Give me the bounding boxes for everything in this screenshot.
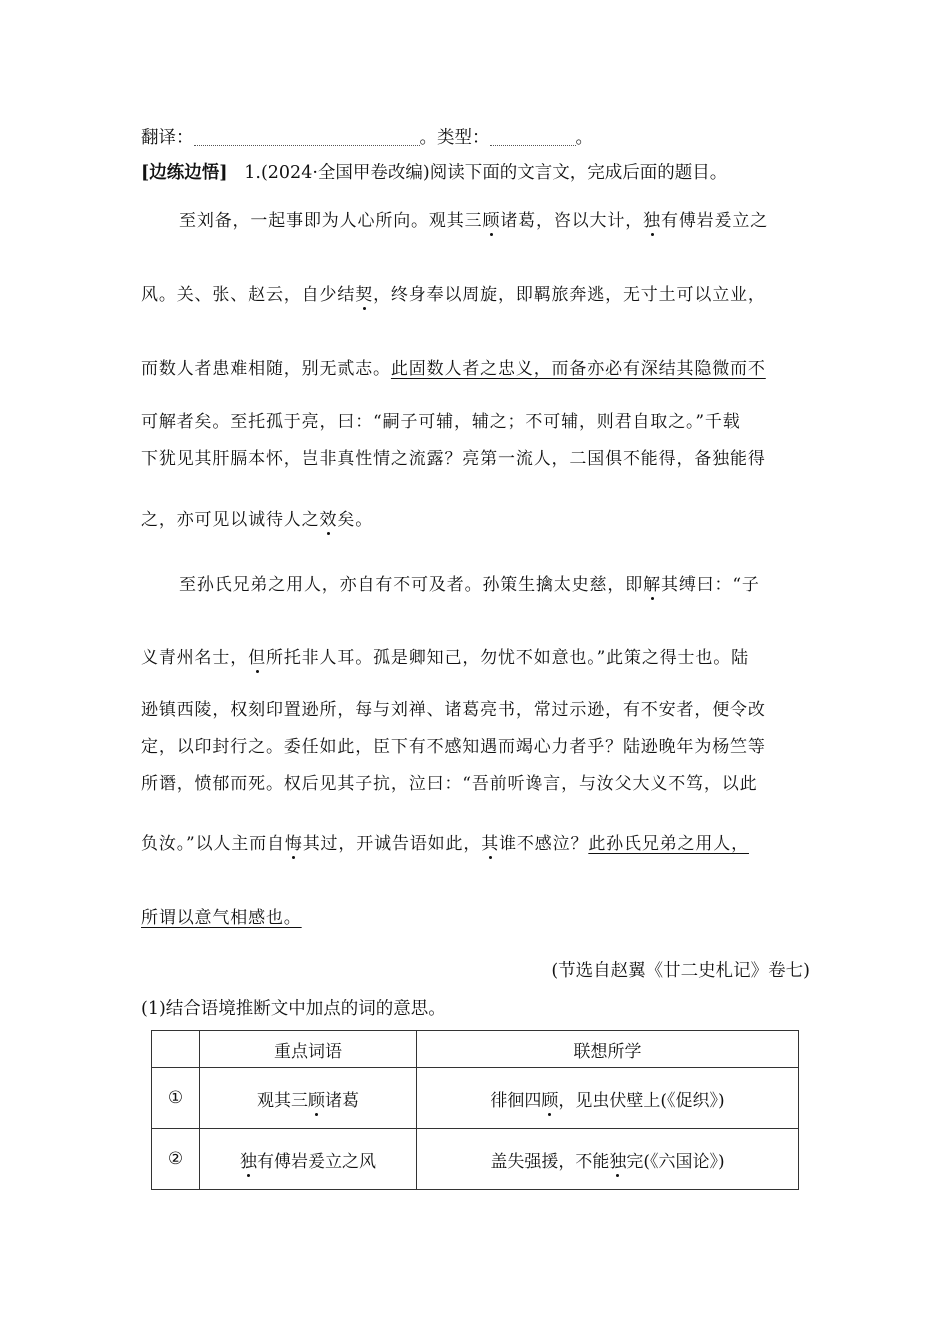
passage-line: 之，亦可见以诚待人之效矣。 [141, 510, 374, 530]
dotted-word: 独 [609, 1151, 627, 1172]
type-blank[interactable] [490, 127, 576, 146]
dotted-word: 独 [240, 1151, 257, 1172]
passage-line: 可解者矣。至托孤于亮，曰：“嗣子可辅，辅之；不可辅，则君自取之。”千载 [141, 412, 741, 432]
dotted-word: 契 [355, 285, 374, 305]
table-row [152, 1129, 799, 1190]
passage-line: 而数人者患难相随，别无贰志。此固数人者之忠义，而备亦必有深结其隐微而不 [141, 359, 766, 379]
translation-blank[interactable] [194, 127, 420, 146]
exercise-heading [141, 161, 727, 185]
reference-cell: 徘徊四顾，见虫伏壁上(《促织》) [417, 1068, 799, 1129]
exercise-tag: [边练边悟] [141, 163, 228, 183]
row-number: ② [152, 1129, 200, 1190]
underlined-sentence: 此固数人者之忠义，而备亦必有深结其隐微而不 [390, 359, 766, 379]
dotted-word: 其 [481, 834, 500, 854]
passage-line: 定，以印封行之。委任如此，臣下有不感知遇而竭心力者乎？陆逊晚年为杨竺等 [141, 737, 766, 757]
key-word-cell: 独有傅岩爰立之风 [200, 1129, 417, 1190]
row-number: ① [152, 1068, 200, 1129]
translation-label: 翻译： [141, 128, 194, 148]
dotted-word: 顾 [308, 1090, 325, 1111]
passage-line: 所谮，愤郁而死。权后见其子抗，泣曰：“吾前听谗言，与汝父大义不笃，以此 [141, 774, 758, 794]
header-cell-index [152, 1031, 200, 1068]
header-cell-reference: 联想所学 [417, 1031, 799, 1068]
dotted-word: 独 [643, 211, 661, 231]
source-citation: (节选自赵翼《廿二史札记》卷七) [551, 961, 810, 981]
header-cell-key-word: 重点词语 [200, 1031, 417, 1068]
underlined-sentence: 此孙氏兄弟之用人， [588, 834, 749, 854]
dotted-word: 效 [319, 510, 338, 530]
underlined-sentence: 所谓以意气相感也。 [141, 908, 302, 928]
passage-line: 负汝。”以人主而自悔其过，开诚告语如此，其谁不感泣？此孙氏兄弟之用人， [141, 834, 749, 854]
passage-line: 至刘备，一起事即为人心所向。观其三顾诸葛，咨以大计，独有傅岩爰立之 [179, 211, 769, 231]
reference-cell: 盖失强援，不能独完(《六国论》) [417, 1129, 799, 1190]
dotted-word: 顾 [541, 1090, 559, 1111]
translation-answer-line: 翻译： 。类型： 。 [141, 128, 593, 148]
dotted-word: 顾 [482, 211, 501, 231]
vocabulary-table [151, 1030, 799, 1190]
passage-line: 至孙氏兄弟之用人，亦自有不可及者。孙策生擒太史慈，即解其缚曰：“子 [179, 575, 760, 595]
table-row [152, 1068, 799, 1129]
passage-line: 义青州名士，但所托非人耳。孤是卿知己，勿忧不如意也。”此策之得士也。陆 [141, 648, 749, 668]
dotted-word: 但 [248, 648, 266, 668]
key-word-cell: 观其三顾诸葛 [200, 1068, 417, 1129]
passage-line: 风。关、张、赵云，自少结契，终身奉以周旋，即羁旅奔逃，无寸土可以立业， [141, 285, 766, 305]
table-header-row [152, 1031, 799, 1068]
question-text: (1)结合语境推断文中加点的词的意思。 [141, 999, 446, 1019]
dotted-word: 悔 [284, 834, 303, 854]
exercise-intro: 1.(2024·全国甲卷改编)阅读下面的文言文，完成后面的题目。 [244, 163, 728, 183]
passage-line [141, 906, 302, 930]
type-label: 类型： [437, 128, 490, 148]
passage-line: 逊镇西陵，权刻印置逊所，每与刘禅、诸葛亮书，常过示逊，有不安者，便令改 [141, 700, 766, 720]
passage-line: 下犹见其肝膈本怀，岂非真性情之流露？亮第一流人，二国俱不能得，备独能得 [141, 449, 766, 469]
dotted-word: 解 [643, 575, 661, 595]
